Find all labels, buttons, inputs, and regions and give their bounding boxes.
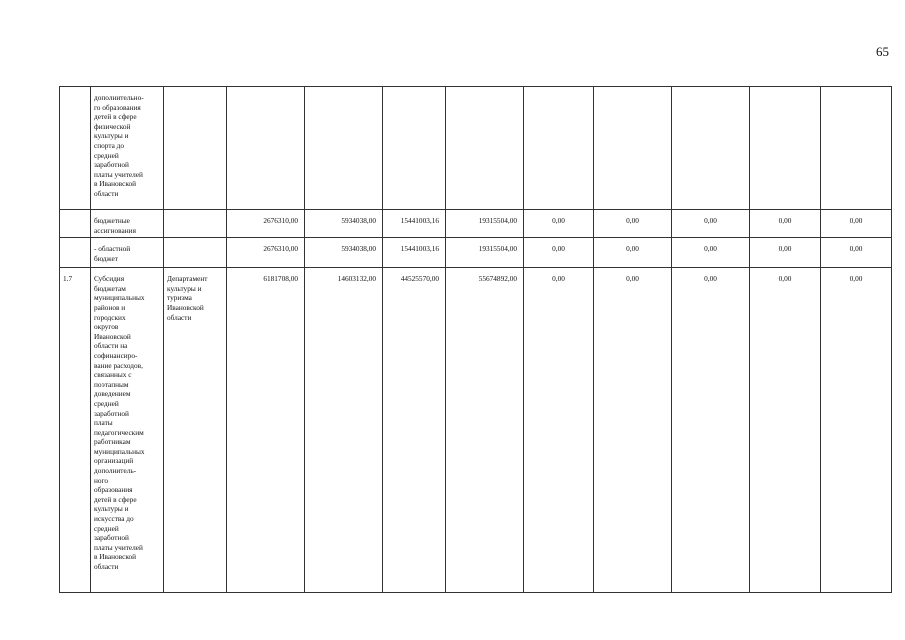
executor-cell: [164, 238, 227, 268]
budget-table: [59, 86, 892, 593]
value-cell: 15441003,16: [383, 210, 446, 238]
executor-cell: [164, 87, 227, 210]
row-number-cell: [60, 87, 91, 210]
table-row: [60, 87, 892, 210]
name-cell: бюджетные ассигнования: [91, 210, 164, 238]
value-cell: 0,00: [821, 238, 892, 268]
value-cell: 0,00: [594, 268, 672, 593]
table-row: [60, 210, 892, 238]
row-number-cell: [60, 238, 91, 268]
value-cell: 14603132,00: [305, 268, 383, 593]
executor-cell: Департамент культуры и туризма Ивановской области: [164, 268, 227, 593]
value-cell: 19315504,00: [446, 210, 524, 238]
value-cell: 0,00: [594, 238, 672, 268]
value-cell: 0,00: [672, 268, 750, 593]
value-cell: 19315504,00: [446, 238, 524, 268]
value-cell: 15441003,16: [383, 238, 446, 268]
executor-cell: [164, 210, 227, 238]
value-cell: [446, 87, 524, 210]
value-cell: 0,00: [821, 210, 892, 238]
table-row: [60, 268, 892, 593]
value-cell: 0,00: [750, 210, 821, 238]
page-number: 65: [876, 44, 889, 59]
value-cell: 55674892,00: [446, 268, 524, 593]
value-cell: [383, 87, 446, 210]
value-cell: 44525570,00: [383, 268, 446, 593]
value-cell: [305, 87, 383, 210]
value-cell: 5934038,00: [305, 210, 383, 238]
value-cell: 2676310,00: [227, 210, 305, 238]
row-number-cell: [60, 210, 91, 238]
value-cell: 2676310,00: [227, 238, 305, 268]
value-cell: 0,00: [524, 210, 594, 238]
value-cell: 0,00: [524, 268, 594, 593]
value-cell: 0,00: [672, 238, 750, 268]
value-cell: [227, 87, 305, 210]
value-cell: [524, 87, 594, 210]
table-row: [60, 238, 892, 268]
value-cell: 0,00: [524, 238, 594, 268]
value-cell: 0,00: [750, 268, 821, 593]
value-cell: 6181708,00: [227, 268, 305, 593]
value-cell: 5934038,00: [305, 238, 383, 268]
name-cell: дополнительно- го образования детей в сфере физической культуры и спорта до средней заработной платы учителей в Ивановской области: [91, 87, 164, 210]
value-cell: [750, 87, 821, 210]
name-cell: Субсидия бюджетам муниципальных районов и городских округов Ивановской области на софинансиро- вание расходов, связанных с поэтапным доведением средней заработной платы педагогическим работникам муниципальных организаций дополнитель- ного образования детей в сфере культуры и искусства до средней заработной платы учителей в Ивановской области: [91, 268, 164, 593]
row-number-cell: 1.7: [60, 268, 91, 593]
value-cell: [594, 87, 672, 210]
value-cell: 0,00: [594, 210, 672, 238]
value-cell: [821, 87, 892, 210]
value-cell: [672, 87, 750, 210]
value-cell: 0,00: [750, 238, 821, 268]
value-cell: 0,00: [821, 268, 892, 593]
value-cell: 0,00: [672, 210, 750, 238]
name-cell: - областной бюджет: [91, 238, 164, 268]
